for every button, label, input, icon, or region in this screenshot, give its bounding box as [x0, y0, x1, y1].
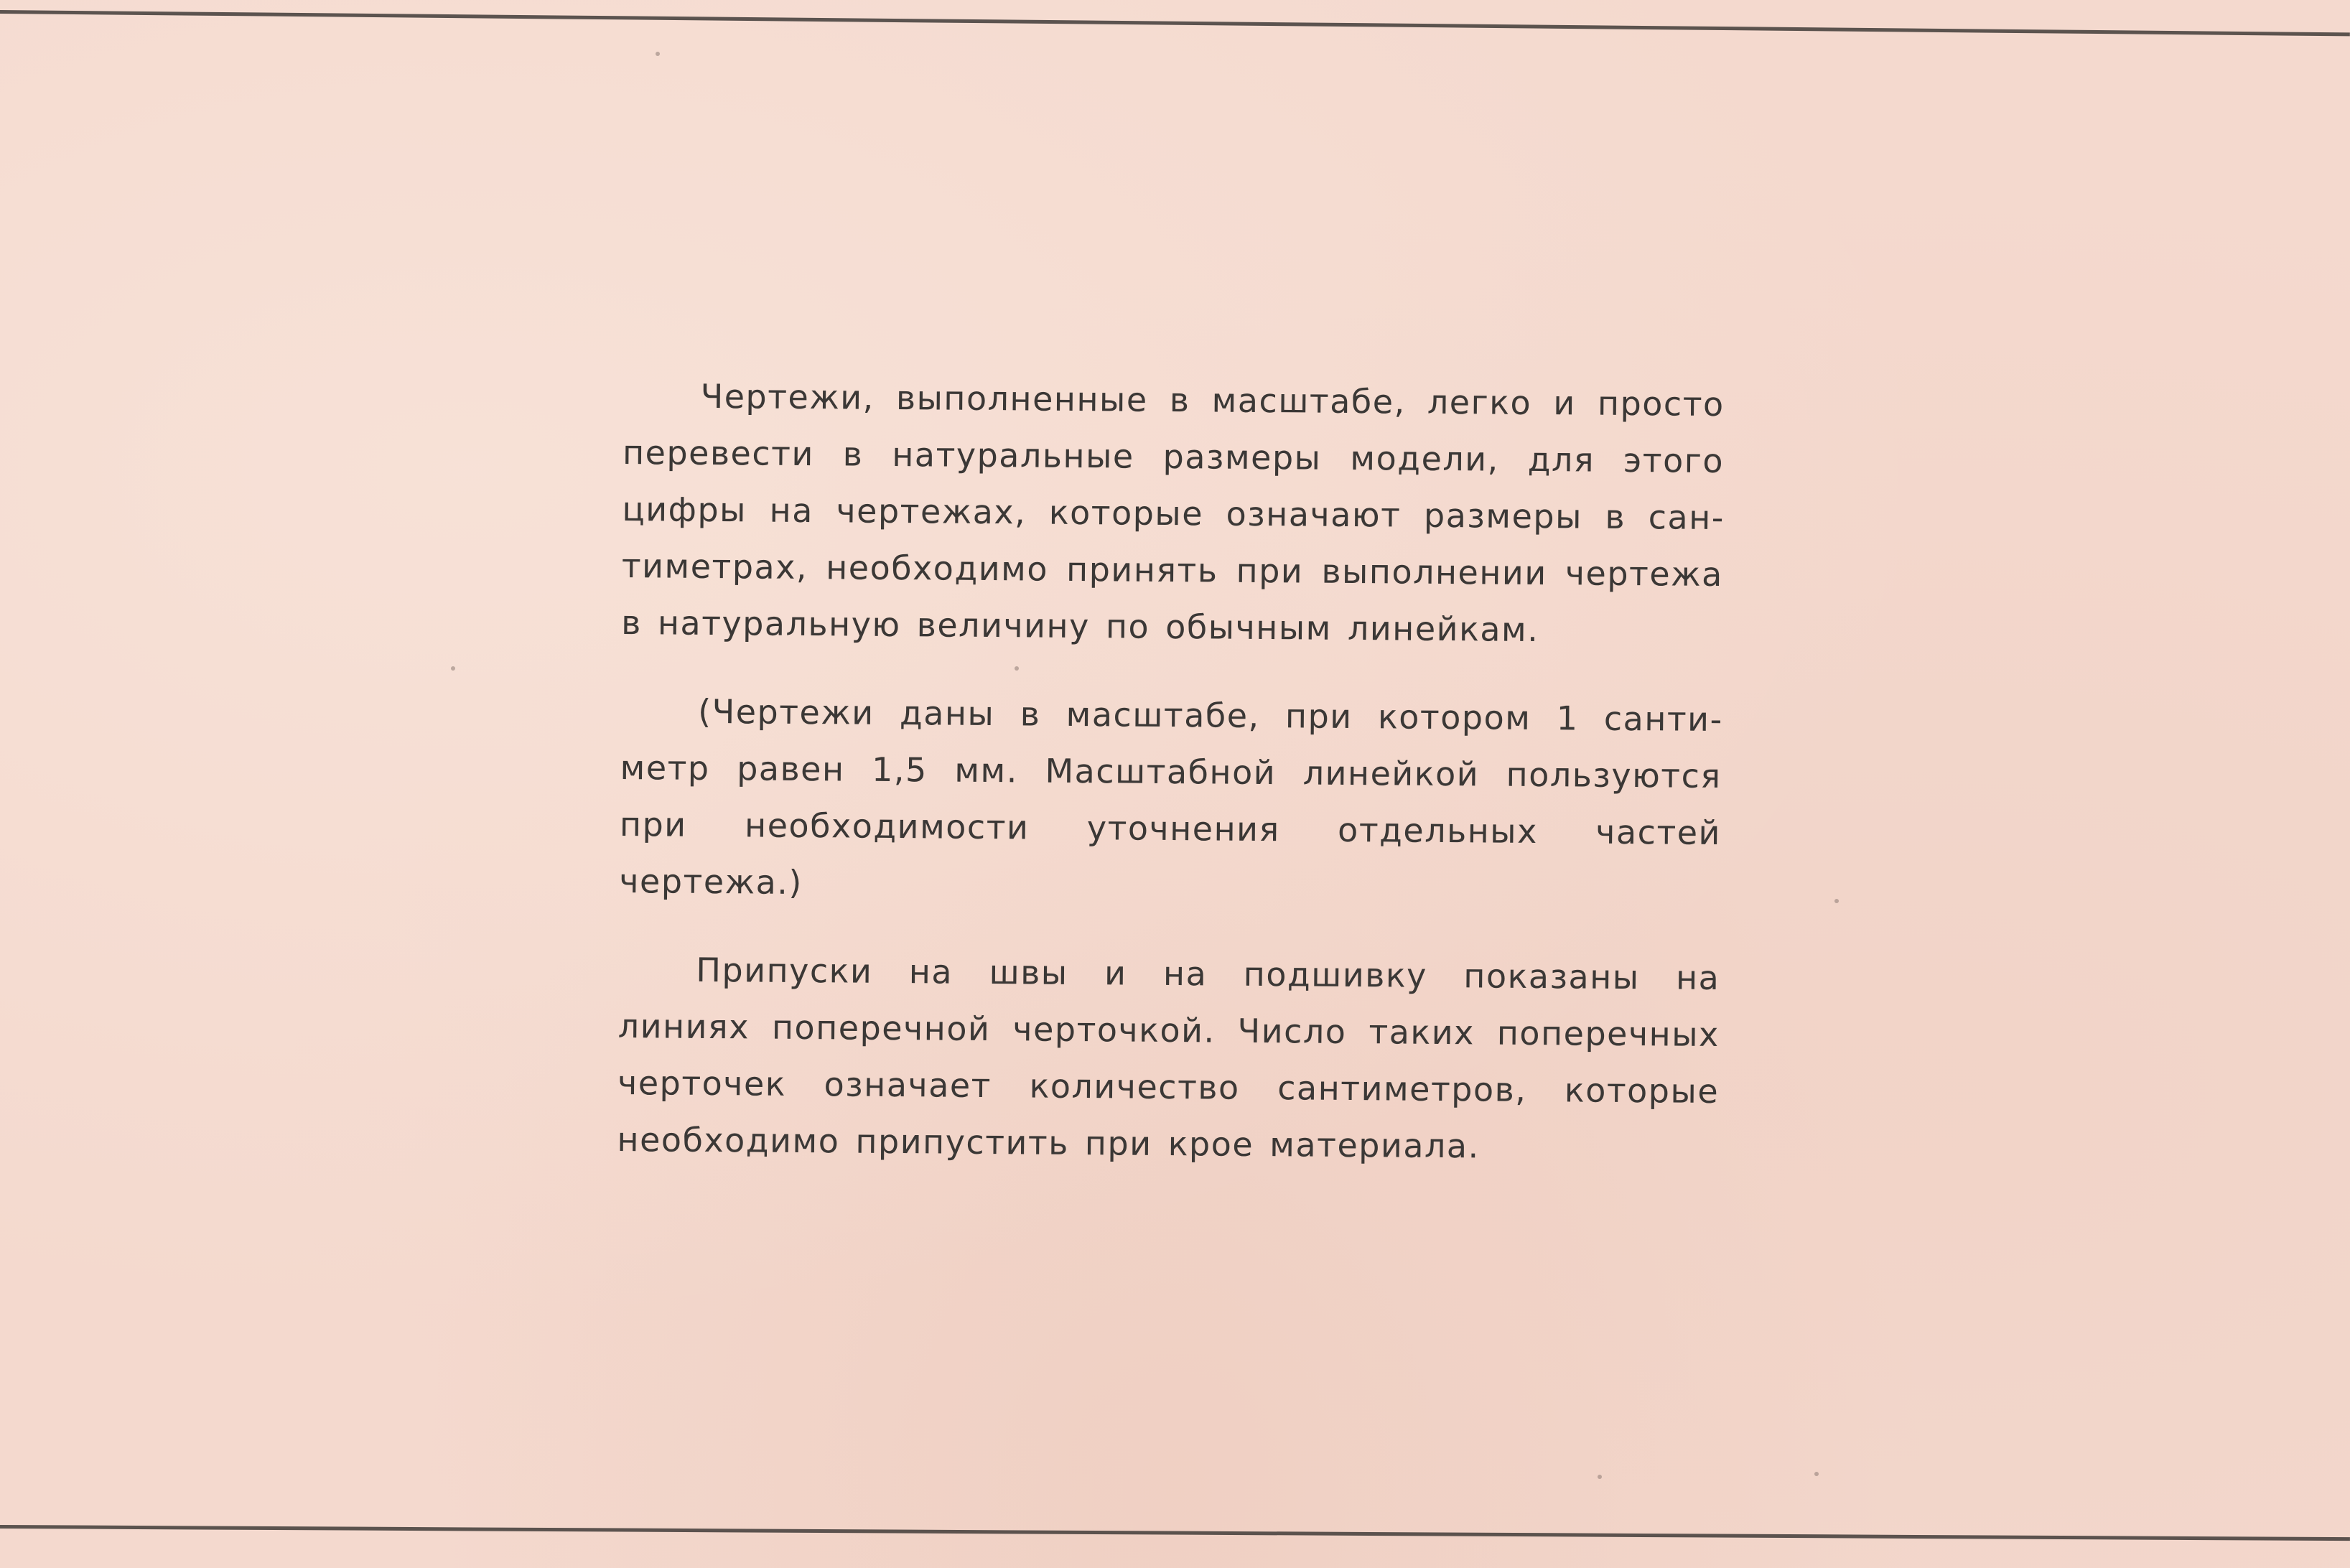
paper-speck — [1834, 899, 1839, 903]
instructions-text — [617, 368, 1725, 1177]
bottom-border-line — [0, 1525, 2350, 1541]
top-border-line — [0, 10, 2350, 36]
paper-speck — [1598, 1475, 1602, 1479]
paper-speck — [656, 52, 660, 56]
paragraph-seam-allowances: Припуски на швы и на подшивку показаны на линиях поперечной черточкой. Число таких поперечных черточек означает количество сантиметров, которые необходимо припустить при крое материала. — [617, 950, 1720, 1166]
paragraph-scale-note: (Чертежи даны в масштабе, при котором 1 сантиметр равен 1,5 мм. Масштабной линейкой пользуются при необходимости уточнения отдельных частей чертежа.) — [619, 691, 1722, 902]
paragraph-scale-drawings: Чертежи, выполненные в масштабе, легко и просто перевести в натуральные размеры модели, для этого цифры на чертежах, которые означают размеры в сантиметрах, необходимо принять при выполнении чертежа в натуральную величину по обычным линейкам. — [620, 376, 1725, 650]
paper-speck — [451, 666, 455, 671]
paper-speck — [1814, 1472, 1819, 1476]
